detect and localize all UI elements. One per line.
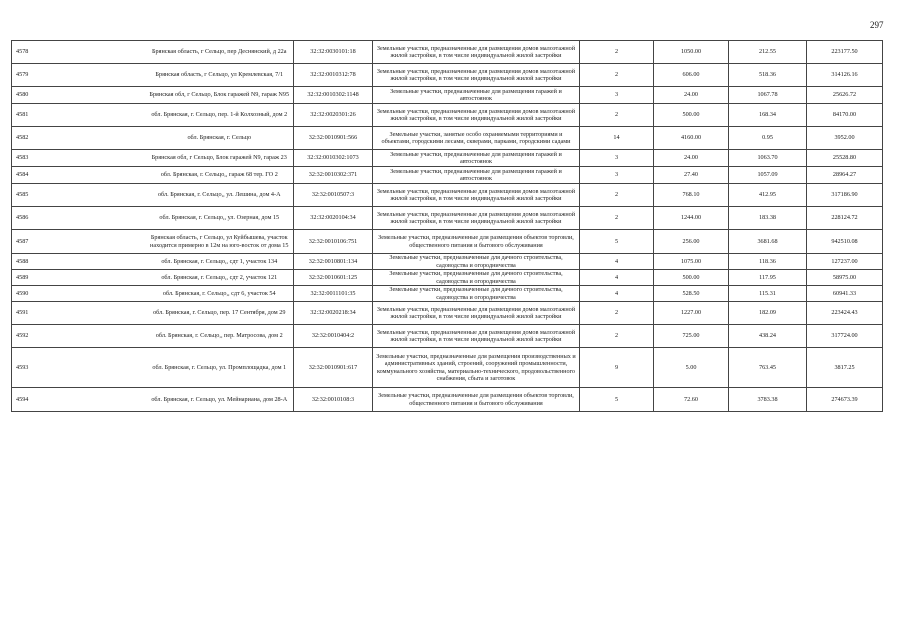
cell-address: обл. Брянская, г. Сельцо,, ул. Озерная, дом 15 — [146, 207, 294, 230]
cell-cadastral-value: 317724.00 — [807, 325, 883, 348]
table-row — [12, 64, 883, 87]
cell-area: 1075.00 — [654, 254, 729, 270]
cell-land-use-type: Земельные участки, предназначенные для размещения производственных и административных зданий, строений, сооружений промышленности, коммунального хозяйства, материально-технического, продовольственного снабжения, сбыта и заготовок — [373, 348, 580, 388]
cell-cadastral-number: 32:32:0010901:617 — [294, 348, 373, 388]
cell-cadastral-number: 32:32:0010302:1148 — [294, 87, 373, 104]
cell-cadastral-value: 25626.72 — [807, 87, 883, 104]
cell-cadastral-number: 32:32:0010507:3 — [294, 184, 373, 207]
cell-address: обл. Брянская, г. Сельцо,, сдт 1, участок 134 — [146, 254, 294, 270]
cell-area: 72.60 — [654, 388, 729, 412]
table-row — [12, 87, 883, 104]
cell-area: 256.00 — [654, 230, 729, 254]
cell-cadastral-number: 32:32:0020218:34 — [294, 302, 373, 325]
table-row — [12, 150, 883, 167]
cell-land-use-type: Земельные участки, предназначенные для размещения домов малоэтажной жилой застройки, в том числе индивидуальной жилой застройки — [373, 325, 580, 348]
cell-row-number: 4592 — [12, 325, 146, 348]
cell-area: 5.00 — [654, 348, 729, 388]
cell-address: Брянская область, г Сельцо, пер Деснянский, д 22а — [146, 41, 294, 64]
cell-specific-value: 1057.09 — [729, 167, 807, 184]
cell-row-number: 4585 — [12, 184, 146, 207]
cell-specific-value: 518.36 — [729, 64, 807, 87]
cell-land-use-type: Земельные участки, предназначенные для размещения домов малоэтажной жилой застройки, в том числе индивидуальной жилой застройки — [373, 104, 580, 127]
table-body — [12, 41, 883, 412]
cell-specific-value: 0.95 — [729, 127, 807, 150]
cell-specific-value: 117.95 — [729, 270, 807, 286]
cell-cadastral-number: 32:32:0010108:3 — [294, 388, 373, 412]
cell-group-code: 2 — [580, 207, 654, 230]
cell-cadastral-value: 228124.72 — [807, 207, 883, 230]
cell-area: 725.00 — [654, 325, 729, 348]
cell-group-code: 2 — [580, 302, 654, 325]
cell-land-use-type: Земельные участки, предназначенные для размещения гаражей и автостоянок — [373, 150, 580, 167]
cell-land-use-type: Земельные участки, предназначенные для размещения гаражей и автостоянок — [373, 167, 580, 184]
cell-address: обл. Брянская, г. Сельцо, ул. Мейнариана, дом 28-А — [146, 388, 294, 412]
table-row — [12, 127, 883, 150]
cell-cadastral-value: 3817.25 — [807, 348, 883, 388]
cell-specific-value: 212.55 — [729, 41, 807, 64]
cell-row-number: 4593 — [12, 348, 146, 388]
cell-group-code: 4 — [580, 270, 654, 286]
cell-specific-value: 1063.70 — [729, 150, 807, 167]
cell-address: Брянская обл, г Сельцо, Блок гаражей N9, гараж 23 — [146, 150, 294, 167]
cell-group-code: 2 — [580, 104, 654, 127]
cell-address: обл. Брянская, г. Сельцо,, пер. Матросова, дом 2 — [146, 325, 294, 348]
cell-specific-value: 182.09 — [729, 302, 807, 325]
cell-row-number: 4594 — [12, 388, 146, 412]
cell-row-number: 4580 — [12, 87, 146, 104]
cell-group-code: 5 — [580, 388, 654, 412]
cell-land-use-type: Земельные участки, предназначенные для размещения домов малоэтажной жилой застройки, в том числе индивидуальной жилой застройки — [373, 41, 580, 64]
cell-cadastral-number: 32:32:0010601:125 — [294, 270, 373, 286]
cell-cadastral-value: 127237.00 — [807, 254, 883, 270]
table-row — [12, 104, 883, 127]
cell-area: 1227.00 — [654, 302, 729, 325]
cell-cadastral-number: 32:32:0010302:1073 — [294, 150, 373, 167]
table-row — [12, 388, 883, 412]
cell-cadastral-value: 314126.16 — [807, 64, 883, 87]
cell-cadastral-value: 3952.00 — [807, 127, 883, 150]
cell-area: 606.00 — [654, 64, 729, 87]
cell-cadastral-number: 32:32:0010106:751 — [294, 230, 373, 254]
cell-specific-value: 168.34 — [729, 104, 807, 127]
cell-land-use-type: Земельные участки, предназначенные для размещения домов малоэтажной жилой застройки, в том числе индивидуальной жилой застройки — [373, 302, 580, 325]
cell-group-code: 5 — [580, 230, 654, 254]
cell-specific-value: 183.38 — [729, 207, 807, 230]
cell-address: обл. Брянская, г. Сельцо,, ул. Лешина, дом 4-А — [146, 184, 294, 207]
cell-cadastral-value: 223177.50 — [807, 41, 883, 64]
cell-area: 768.10 — [654, 184, 729, 207]
cell-group-code: 14 — [580, 127, 654, 150]
cell-land-use-type: Земельные участки, предназначенные для размещения домов малоэтажной жилой застройки, в том числе индивидуальной жилой застройки — [373, 207, 580, 230]
cell-cadastral-number: 32:32:0010901:566 — [294, 127, 373, 150]
cell-row-number: 4581 — [12, 104, 146, 127]
cell-specific-value: 438.24 — [729, 325, 807, 348]
cell-land-use-type: Земельные участки, предназначенные для размещения гаражей и автостоянок — [373, 87, 580, 104]
cell-row-number: 4589 — [12, 270, 146, 286]
cell-cadastral-number: 32:32:0020301:26 — [294, 104, 373, 127]
cell-area: 27.40 — [654, 167, 729, 184]
cell-group-code: 4 — [580, 286, 654, 302]
cell-area: 1244.00 — [654, 207, 729, 230]
cell-row-number: 4584 — [12, 167, 146, 184]
cell-land-use-type: Земельные участки, предназначенные для дачного строительства, садоводства и огородничества — [373, 270, 580, 286]
cell-specific-value: 115.31 — [729, 286, 807, 302]
cell-land-use-type: Земельные участки, предназначенные для размещения домов малоэтажной жилой застройки, в том числе индивидуальной жилой застройки — [373, 64, 580, 87]
cell-area: 24.00 — [654, 150, 729, 167]
cell-group-code: 9 — [580, 348, 654, 388]
cell-land-use-type: Земельные участки, предназначенные для дачного строительства, садоводства и огородничества — [373, 286, 580, 302]
cell-specific-value: 763.45 — [729, 348, 807, 388]
cell-cadastral-value: 25528.80 — [807, 150, 883, 167]
cell-specific-value: 3783.38 — [729, 388, 807, 412]
cell-cadastral-number: 32:32:0010302:371 — [294, 167, 373, 184]
table-row — [12, 286, 883, 302]
cell-group-code: 3 — [580, 150, 654, 167]
cell-row-number: 4590 — [12, 286, 146, 302]
cell-cadastral-value: 317186.90 — [807, 184, 883, 207]
cell-address: обл. Брянская, г. Сельцо,, сдт 6, участок 54 — [146, 286, 294, 302]
table-row — [12, 41, 883, 64]
cell-group-code: 2 — [580, 64, 654, 87]
cell-address: обл. Брянская, г. Сельцо, ул. Промплощадка, дом 1 — [146, 348, 294, 388]
table-row — [12, 167, 883, 184]
cell-address: обл. Брянская, г. Сельцо,, сдт 2, участок 121 — [146, 270, 294, 286]
cell-row-number: 4587 — [12, 230, 146, 254]
cell-specific-value: 1067.78 — [729, 87, 807, 104]
cell-group-code: 4 — [580, 254, 654, 270]
cell-cadastral-value: 223424.43 — [807, 302, 883, 325]
cell-address: обл. Брянская, г. Сельцо — [146, 127, 294, 150]
cell-row-number: 4591 — [12, 302, 146, 325]
cell-cadastral-value: 84170.00 — [807, 104, 883, 127]
table-row — [12, 184, 883, 207]
cell-row-number: 4586 — [12, 207, 146, 230]
cell-address: обл. Брянская, г. Сельцо, пер. 17 Сентября, дом 29 — [146, 302, 294, 325]
cell-row-number: 4588 — [12, 254, 146, 270]
cell-cadastral-value: 58975.00 — [807, 270, 883, 286]
page-number: 297 — [870, 20, 884, 30]
cell-area: 4160.00 — [654, 127, 729, 150]
cell-cadastral-number: 32:32:0010404:2 — [294, 325, 373, 348]
cell-specific-value: 118.36 — [729, 254, 807, 270]
cell-group-code: 3 — [580, 87, 654, 104]
cell-row-number: 4579 — [12, 64, 146, 87]
cell-land-use-type: Земельные участки, предназначенные для размещения домов малоэтажной жилой застройки, в том числе индивидуальной жилой застройки — [373, 184, 580, 207]
cell-address: обл. Брянская, г. Сельцо, пер. 1-й Колхозный, дом 2 — [146, 104, 294, 127]
cell-land-use-type: Земельные участки, предназначенные для дачного строительства, садоводства и огородничества — [373, 254, 580, 270]
land-plots-table — [11, 40, 883, 412]
cell-cadastral-number: 32:32:0011101:35 — [294, 286, 373, 302]
cell-cadastral-value: 274673.39 — [807, 388, 883, 412]
cell-cadastral-number: 32:32:0010801:134 — [294, 254, 373, 270]
cell-cadastral-number: 32:32:0030101:18 — [294, 41, 373, 64]
cell-specific-value: 412.95 — [729, 184, 807, 207]
cell-row-number: 4582 — [12, 127, 146, 150]
cell-cadastral-value: 942510.08 — [807, 230, 883, 254]
cell-area: 528.50 — [654, 286, 729, 302]
cell-area: 1050.00 — [654, 41, 729, 64]
cell-land-use-type: Земельные участки, предназначенные для размещения объектов торговли, общественного питания и бытового обслуживания — [373, 230, 580, 254]
table-row — [12, 254, 883, 270]
cell-group-code: 2 — [580, 325, 654, 348]
cell-row-number: 4578 — [12, 41, 146, 64]
table-row — [12, 302, 883, 325]
table-row — [12, 230, 883, 254]
cell-area: 500.00 — [654, 104, 729, 127]
cell-specific-value: 3681.68 — [729, 230, 807, 254]
cell-cadastral-number: 32:32:0010312:78 — [294, 64, 373, 87]
cell-address: Брянская область, г Сельцо, ул Кремлевская, 7/1 — [146, 64, 294, 87]
table-row — [12, 207, 883, 230]
cell-area: 500.00 — [654, 270, 729, 286]
cell-group-code: 2 — [580, 184, 654, 207]
cell-address: Брянская обл, г Сельцо, Блок гаражей N9, гараж N95 — [146, 87, 294, 104]
cell-address: обл. Брянская, г. Сельцо,, гараж 68 тер. ГО 2 — [146, 167, 294, 184]
table-row — [12, 348, 883, 388]
cell-row-number: 4583 — [12, 150, 146, 167]
cell-group-code: 2 — [580, 41, 654, 64]
cell-cadastral-value: 60941.33 — [807, 286, 883, 302]
cell-cadastral-value: 28964.27 — [807, 167, 883, 184]
cell-group-code: 3 — [580, 167, 654, 184]
cell-area: 24.00 — [654, 87, 729, 104]
cell-land-use-type: Земельные участки, предназначенные для размещения объектов торговли, общественного питания и бытового обслуживания — [373, 388, 580, 412]
cell-address: Брянская область, г Сельцо, ул Куйбышева, участок находится примерно в 12м на юго-восток от дома 15 — [146, 230, 294, 254]
table-row — [12, 325, 883, 348]
cell-land-use-type: Земельные участки, занятые особо охраняемыми территориями и объектами, городскими лесами, скверами, парками, городскими садами — [373, 127, 580, 150]
table-row — [12, 270, 883, 286]
cell-cadastral-number: 32:32:0020104:34 — [294, 207, 373, 230]
